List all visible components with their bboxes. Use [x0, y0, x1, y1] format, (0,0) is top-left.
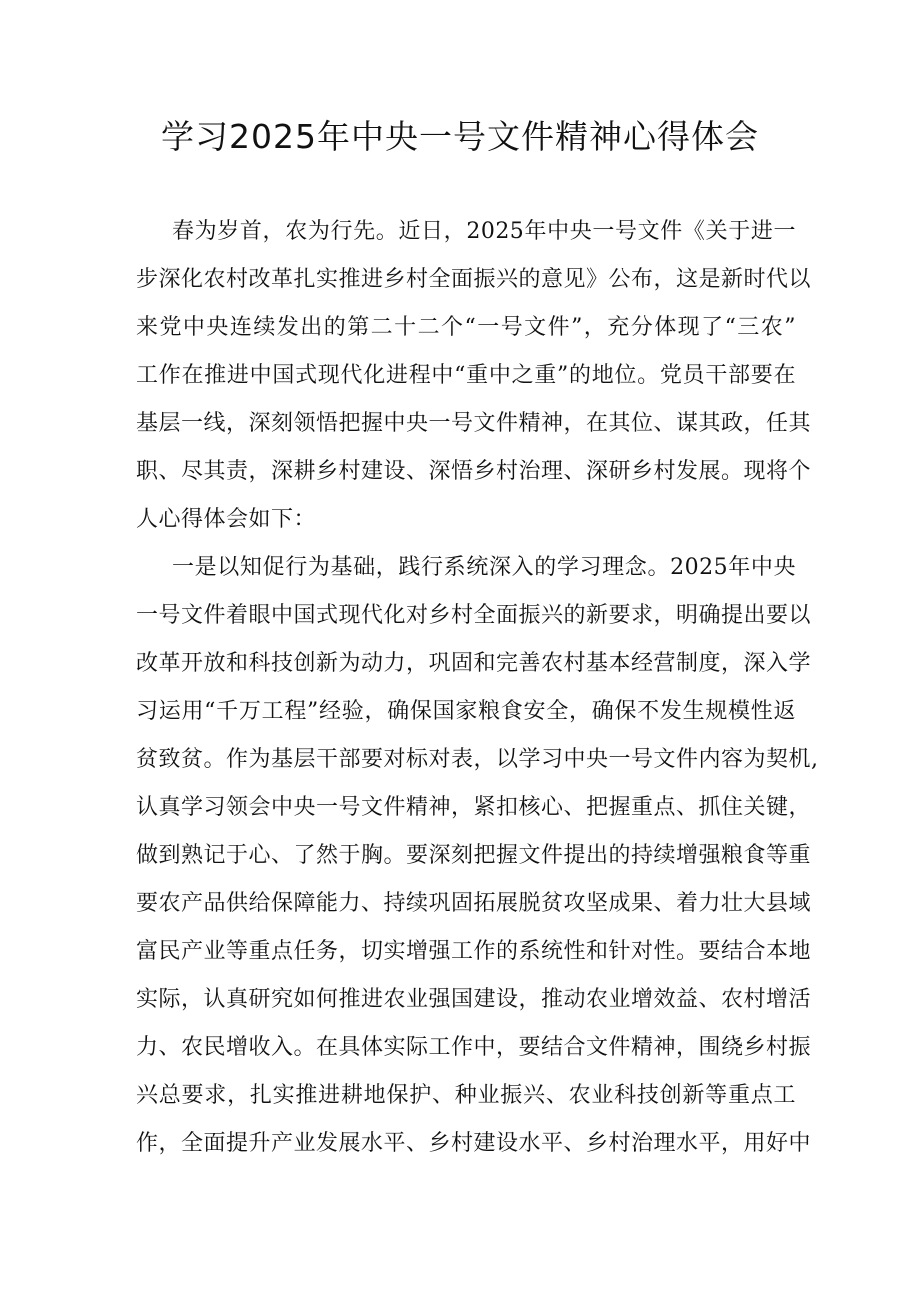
paragraph-2-line-1: 一是以知促行为基础，践行系统深入的学习理念。2025年中央: [172, 555, 796, 580]
paragraph-2-line-13: 作，全面提升产业发展水平、乡村建设水平、乡村治理水平，用好中: [136, 1131, 812, 1156]
paragraph-2-line-4: 习运用“千万工程”经验，确保国家粮食安全，确保不发生规模性返: [136, 699, 796, 724]
paragraph-1-line-6: 职、尽其责，深耕乡村建设、深悟乡村治理、深研乡村发展。现将个: [136, 459, 812, 484]
paragraph-2-line-10: 实际，认真研究如何推进农业强国建设，推动农业增效益、农村增活: [136, 987, 812, 1012]
paragraph-1-line-1: 春为岁首，农为行先。近日，2025年中央一号文件《关于进一: [172, 219, 796, 244]
paragraph-1-line-4: 工作在推进中国式现代化进程中“重中之重”的地位。党员干部要在: [136, 363, 796, 388]
paragraph-1-line-3: 来党中央连续发出的第二十二个“一号文件”，充分体现了“三农”: [136, 315, 796, 340]
paragraph-2-line-12: 兴总要求，扎实推进耕地保护、种业振兴、农业科技创新等重点工: [136, 1083, 796, 1108]
document-title: 学习2025年中央一号文件精神心得体会: [161, 117, 759, 156]
paragraph-2-line-11: 力、农民增收入。在具体实际工作中，要结合文件精神，围绕乡村振: [136, 1035, 812, 1060]
paragraph-2-line-8: 要农产品供给保障能力、持续巩固拓展脱贫攻坚成果、着力壮大县域: [136, 891, 812, 916]
paragraph-2-line-7: 做到熟记于心、了然于胸。要深刻把握文件提出的持续增强粮食等重: [136, 843, 812, 868]
paragraph-2-line-9: 富民产业等重点任务，切实增强工作的系统性和针对性。要结合本地: [136, 939, 812, 964]
paragraph-2-line-5: 贫致贫。作为基层干部要对标对表，以学习中央一号文件内容为契机,: [136, 747, 819, 772]
paragraph-2-line-6: 认真学习领会中央一号文件精神，紧扣核心、把握重点、抓住关键，: [136, 795, 812, 820]
paragraph-2-line-3: 改革开放和科技创新为动力，巩固和完善农村基本经营制度，深入学: [136, 651, 812, 676]
paragraph-1-line-2: 步深化农村改革扎实推进乡村全面振兴的意见》公布，这是新时代以: [136, 267, 812, 292]
paragraph-1-line-7: 人心得体会如下：: [136, 507, 317, 532]
paragraph-2-line-2: 一号文件着眼中国式现代化对乡村全面振兴的新要求，明确提出要以: [136, 603, 812, 628]
paragraph-1-line-5: 基层一线，深刻领悟把握中央一号文件精神，在其位、谋其政，任其: [136, 411, 812, 436]
document-body: [136, 208, 819, 1168]
